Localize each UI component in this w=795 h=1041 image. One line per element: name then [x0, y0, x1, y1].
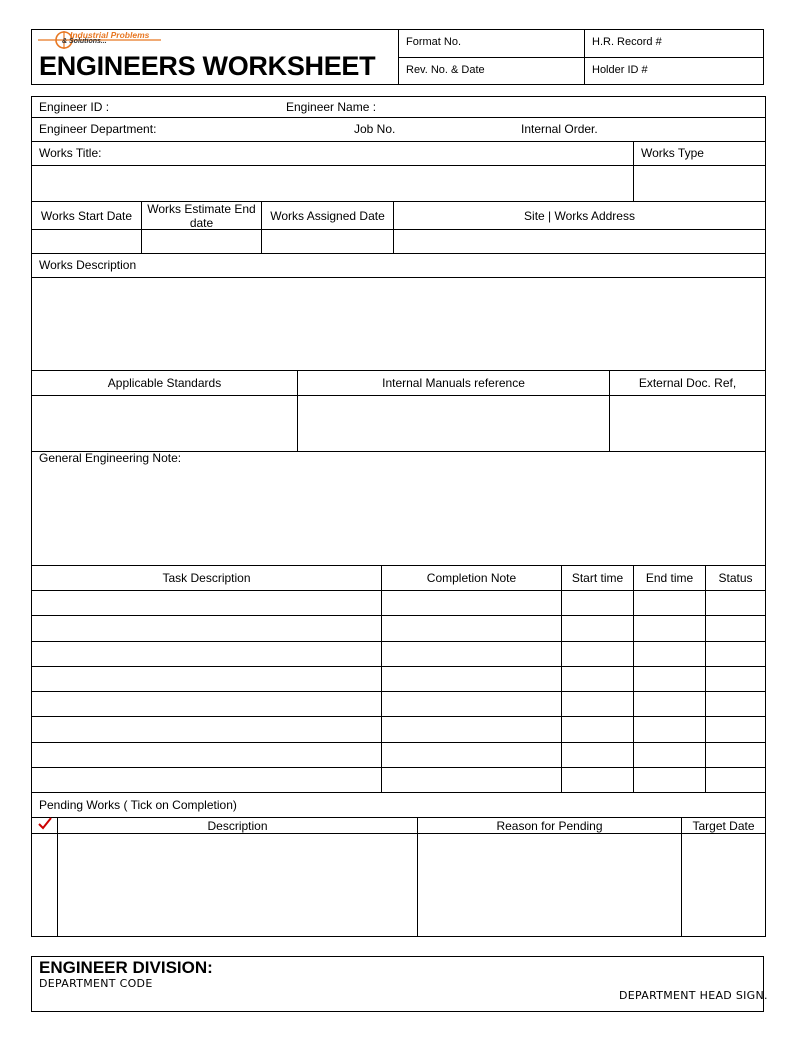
works-start-date-field[interactable]	[32, 230, 141, 253]
rev-no-date-label: Rev. No. & Date	[406, 64, 485, 76]
works-type-field[interactable]	[634, 166, 765, 201]
external-doc-ref-field[interactable]	[610, 396, 765, 451]
completion-note-cell[interactable]	[382, 591, 561, 615]
header-divider	[398, 57, 764, 58]
start-time-cell[interactable]	[562, 591, 633, 615]
task-description-cell[interactable]	[32, 692, 381, 716]
col-divider	[633, 565, 634, 792]
pending-description-header: Description	[207, 818, 268, 833]
holder-id-label: Holder ID #	[592, 64, 648, 76]
works-start-date-label: Works Start Date	[40, 208, 133, 223]
works-assigned-date-field[interactable]	[262, 230, 393, 253]
logo-line1: Industrial Problems	[70, 30, 150, 40]
external-doc-ref-label: External Doc. Ref,	[638, 376, 737, 390]
end-time-cell[interactable]	[634, 667, 705, 691]
end-time-cell[interactable]	[634, 692, 705, 716]
pending-description-field[interactable]	[58, 834, 417, 936]
company-logo	[38, 30, 163, 50]
col-divider	[705, 565, 706, 792]
status-cell[interactable]	[706, 591, 765, 615]
internal-manuals-label: Internal Manuals reference	[382, 376, 525, 390]
internal-manuals-field[interactable]	[298, 396, 609, 451]
end-time-cell[interactable]	[634, 591, 705, 615]
end-time-cell[interactable]	[634, 642, 705, 666]
completion-note-cell[interactable]	[382, 743, 561, 767]
completion-note-cell[interactable]	[382, 692, 561, 716]
end-time-cell[interactable]	[634, 768, 705, 792]
task-description-cell[interactable]	[32, 768, 381, 792]
applicable-standards-label: Applicable Standards	[107, 376, 222, 390]
hr-record-label: H.R. Record #	[592, 36, 662, 48]
completion-note-cell[interactable]	[382, 717, 561, 742]
page-title: ENGINEERS WORKSHEET	[39, 51, 376, 81]
completion-note-header: Completion Note	[426, 571, 517, 585]
row-divider	[31, 117, 766, 118]
task-description-cell[interactable]	[32, 667, 381, 691]
status-cell[interactable]	[706, 642, 765, 666]
status-cell[interactable]	[706, 717, 765, 742]
engineer-department-label: Engineer Department:	[39, 122, 157, 136]
row-divider	[31, 141, 766, 142]
start-time-cell[interactable]	[562, 667, 633, 691]
site-address-label: Site | Works Address	[524, 208, 635, 223]
completion-note-cell[interactable]	[382, 642, 561, 666]
department-code-label: DEPARTMENT CODE	[39, 977, 153, 990]
reason-pending-field[interactable]	[418, 834, 681, 936]
works-title-field[interactable]	[32, 166, 632, 201]
completion-note-cell[interactable]	[382, 768, 561, 792]
start-time-cell[interactable]	[562, 743, 633, 767]
engineer-name-label: Engineer Name :	[286, 100, 377, 114]
works-title-label: Works Title:	[39, 146, 102, 160]
row-divider	[31, 792, 766, 793]
end-time-cell[interactable]	[634, 743, 705, 767]
job-no-label: Job No.	[354, 122, 396, 136]
target-date-field[interactable]	[682, 834, 765, 936]
pending-works-label: Pending Works ( Tick on Completion)	[39, 798, 237, 812]
start-time-header: Start time	[571, 571, 624, 585]
site-address-field[interactable]	[394, 230, 765, 253]
engineer-division-label: ENGINEER DIVISION:	[39, 958, 213, 977]
pending-tick-field[interactable]	[32, 834, 57, 936]
col-divider	[381, 565, 382, 792]
start-time-cell[interactable]	[562, 642, 633, 666]
engineer-id-label: Engineer ID :	[39, 100, 110, 114]
task-description-cell[interactable]	[32, 743, 381, 767]
status-cell[interactable]	[706, 667, 765, 691]
status-cell[interactable]	[706, 616, 765, 641]
works-estimate-end-label: Works Estimate End date	[147, 201, 256, 230]
internal-order-label: Internal Order.	[521, 122, 598, 136]
works-type-label: Works Type	[641, 146, 704, 160]
end-time-header: End time	[645, 571, 694, 585]
col-divider	[561, 565, 562, 792]
task-description-cell[interactable]	[32, 616, 381, 641]
start-time-cell[interactable]	[562, 692, 633, 716]
task-description-cell[interactable]	[32, 591, 381, 615]
status-cell[interactable]	[706, 743, 765, 767]
task-description-cell[interactable]	[32, 717, 381, 742]
completion-note-cell[interactable]	[382, 616, 561, 641]
reason-pending-header: Reason for Pending	[496, 818, 603, 833]
status-header: Status	[718, 571, 753, 585]
status-cell[interactable]	[706, 692, 765, 716]
task-description-cell[interactable]	[32, 642, 381, 666]
row-divider	[31, 253, 766, 254]
end-time-cell[interactable]	[634, 717, 705, 742]
department-head-sign-label: DEPARTMENT HEAD SIGN.	[619, 989, 768, 1002]
works-description-field[interactable]	[32, 278, 765, 370]
start-time-cell[interactable]	[562, 717, 633, 742]
works-estimate-end-field[interactable]	[142, 230, 261, 253]
applicable-standards-field[interactable]	[32, 396, 297, 451]
general-note-label: General Engineering Note:	[39, 451, 182, 465]
task-description-header: Task Description	[162, 571, 251, 585]
general-note-field[interactable]	[32, 466, 765, 565]
end-time-cell[interactable]	[634, 616, 705, 641]
completion-note-cell[interactable]	[382, 667, 561, 691]
status-cell[interactable]	[706, 768, 765, 792]
target-date-header: Target Date	[692, 818, 755, 833]
logo-line2: & Solutions...	[62, 38, 107, 45]
works-assigned-date-label: Works Assigned Date	[270, 208, 385, 223]
start-time-cell[interactable]	[562, 616, 633, 641]
works-description-label: Works Description	[39, 258, 137, 272]
start-time-cell[interactable]	[562, 768, 633, 792]
format-no-label: Format No.	[406, 36, 462, 48]
checkmark-icon	[37, 816, 53, 830]
